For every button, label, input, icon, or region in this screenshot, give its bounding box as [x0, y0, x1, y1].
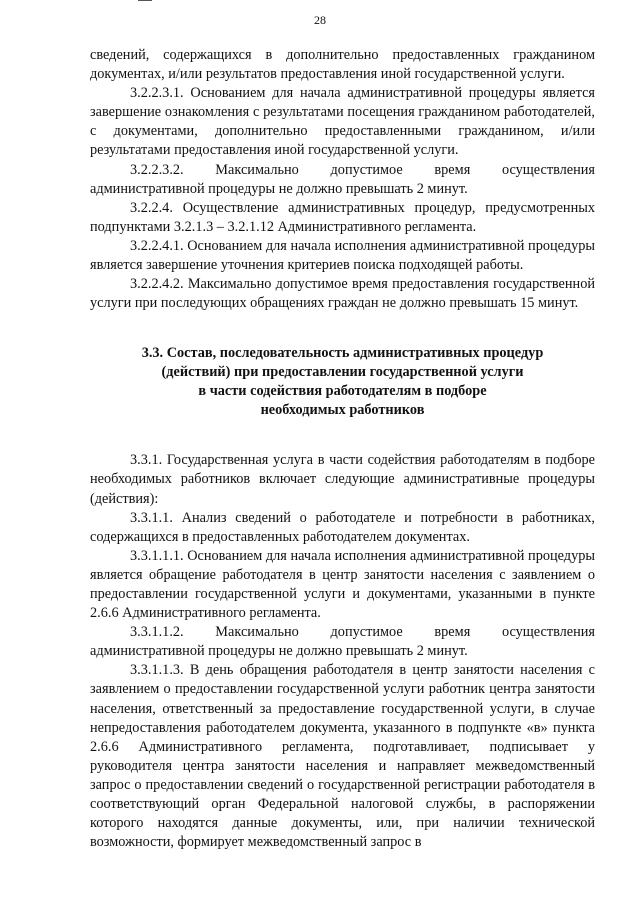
- heading-line-3: в части содействия работодателям в подборе: [198, 383, 487, 400]
- paragraph-3-2-2-3-1: 3.2.2.3.1. Основанием для начала административной процедуры является завершение ознакомления с результатами посещения гражданином работодателей, с документами, дополнительно предоставленными гражданином, и/или результатами предоставления иной государственной услуги.: [90, 85, 595, 159]
- paragraph-3-3-1-1: 3.3.1.1. Анализ сведений о работодателе и потребности в работниках, содержащихся в предоставленных работодателем документах.: [90, 509, 595, 545]
- scan-mark: [138, 0, 152, 1]
- heading-line-2: (действий) при предоставлении государственной услуги: [161, 364, 524, 381]
- paragraph-3-3-1-1-2: 3.3.1.1.2. Максимально допустимое время осуществления административной процедуры не должно превышать 2 минут.: [90, 624, 595, 660]
- paragraph-3-2-2-3-2: 3.2.2.3.2. Максимально допустимое время осуществления административной процедуры не должно превышать 2 минут.: [90, 161, 595, 197]
- page-number: 28: [314, 13, 326, 27]
- paragraph-3-3-1: 3.3.1. Государственная услуга в части содействия работодателям в подборе необходимых работников включает следующие административные процедуры (действия):: [90, 452, 595, 507]
- paragraph-3-2-2-4-2: 3.2.2.4.2. Максимально допустимое время предоставления государственной услуги при последующих обращениях граждан не должно превышать 15 минут.: [90, 276, 595, 312]
- paragraph-3-2-2-4: 3.2.2.4. Осуществление административных процедур, предусмотренных подпунктами 3.2.1.3 – 3.2.1.12 Административного регламента.: [90, 199, 595, 235]
- heading-line-4: необходимых работников: [260, 402, 425, 419]
- paragraph-3-3-1-1-3: 3.3.1.1.3. В день обращения работодателя в центр занятости населения с заявлением о предоставлении государственной услуги работник центра занятости населения, ответственный за предоставление государственной услуги, в случае непредоставления работодателем документа, указанного в подпункте «в» пункта 2.6.6 Административного регламента, подготавливает, подписывает у руководителя центра занятости населения и направляет межведомственный запрос о предоставлении сведений о государственной регистрации работодателя в соответствующий орган Федеральной налоговой службы, в распоряжении которого находятся данные документы, или, при наличии технической возможности, формирует межведомственный запрос в: [90, 662, 595, 851]
- paragraph-3-3-1-1-1: 3.3.1.1.1. Основанием для начала исполнения административной процедуры является обращение работодателя в центр занятости населения с заявлением о предоставлении государственной услуги и документами, указанными в пункте 2.6.6 Административного регламента.: [90, 547, 595, 622]
- paragraph-3-2-2-4-1: 3.2.2.4.1. Основанием для начала исполнения административной процедуры является завершение уточнения критериев поиска подходящей работы.: [90, 237, 595, 274]
- paragraph-continuation: сведений, содержащихся в дополнительно предоставленных гражданином документах, и/или результатов предоставления иной государственной услуги.: [90, 47, 595, 83]
- page-content: [90, 46, 595, 852]
- heading-line-1: 3.3. Состав, последовательность административных процедур: [141, 345, 544, 362]
- section-heading-3-3: [90, 344, 595, 420]
